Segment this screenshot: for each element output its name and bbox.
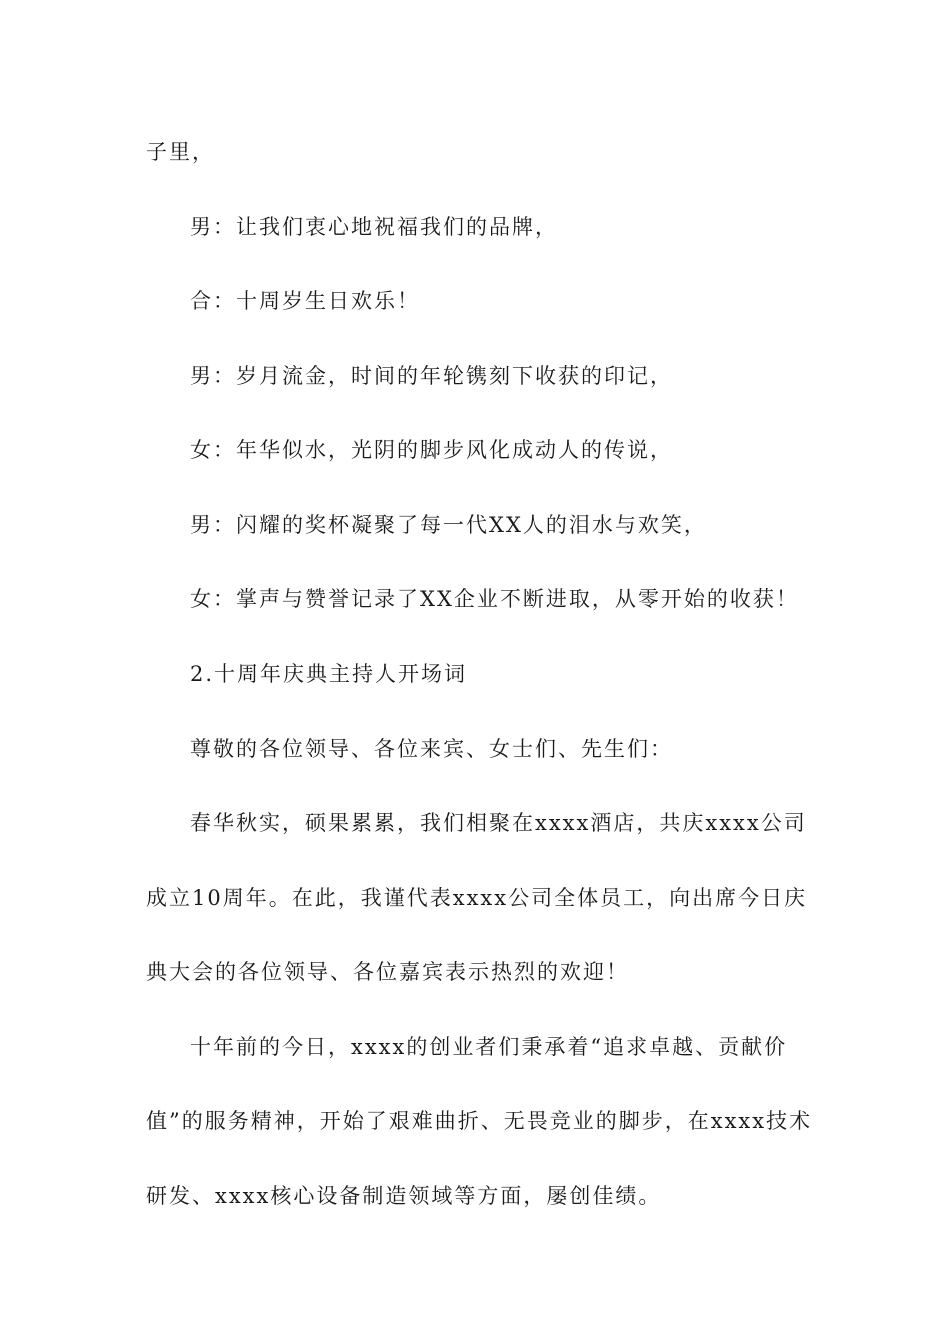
- text-line: 春华秋实，硕果累累，我们相聚在xxxx酒店，共庆xxxx公司: [190, 811, 807, 835]
- text-line: 男：岁月流金，时间的年轮镌刻下收获的印记，: [190, 364, 673, 388]
- text-line: 尊敬的各位领导、各位来宾、女士们、先生们：: [190, 737, 673, 761]
- text-line: 女：年华似水，光阴的脚步风化成动人的传说，: [190, 438, 673, 462]
- text-line: 研发、xxxx核心设备制造领域等方面，屡创佳绩。: [146, 1184, 662, 1208]
- text-line: 值”的服务精神，开始了艰难曲折、无畏竞业的脚步，在xxxx技术: [146, 1109, 813, 1133]
- text-line: 合：十周岁生日欢乐！: [190, 289, 420, 313]
- text-line: 男：让我们衷心地祝福我们的品牌，: [190, 215, 558, 239]
- text-line: 十年前的今日，xxxx的创业者们秉承着“追求卓越、贡献价: [190, 1035, 788, 1059]
- text-line: 子里，: [146, 140, 215, 164]
- text-line: 典大会的各位领导、各位嘉宾表示热烈的欢迎！: [146, 960, 629, 984]
- text-line: 成立10周年。在此，我谨代表xxxx公司全体员工，向出席今日庆: [146, 886, 808, 910]
- text-line: 男：闪耀的奖杯凝聚了每一代XX人的泪水与欢笑，: [190, 513, 707, 537]
- text-line: 女：掌声与赞誉记录了XX企业不断进取，从零开始的收获！: [190, 587, 799, 611]
- section-heading: 2.十周年庆典主持人开场词: [190, 662, 468, 686]
